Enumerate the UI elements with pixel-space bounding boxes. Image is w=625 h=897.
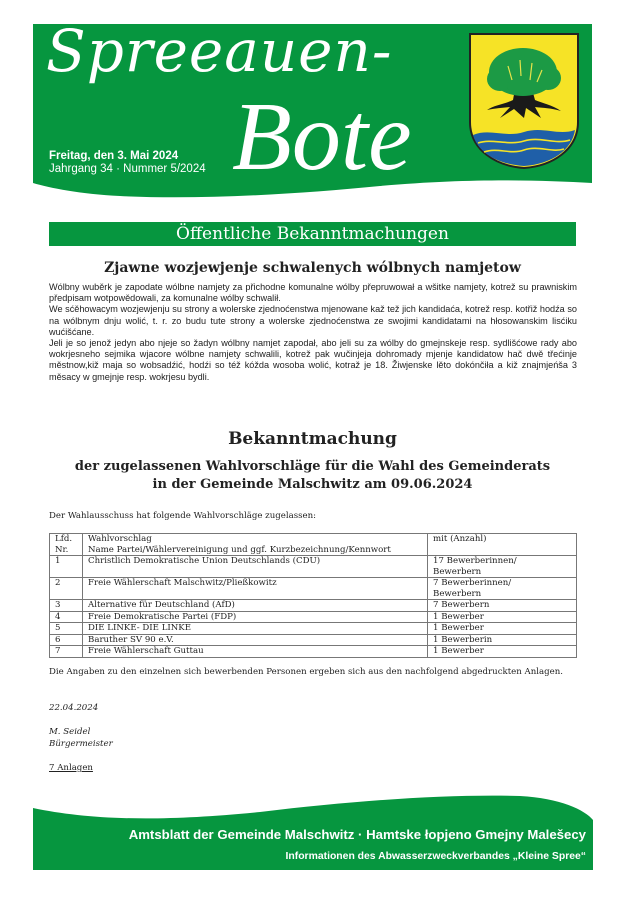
table-row: [50, 556, 577, 578]
cell-count: [428, 556, 577, 578]
table-row: [50, 578, 577, 600]
cell-name: Freie Wählerschaft Guttau: [83, 646, 428, 658]
announcement-subtitle-line2: in der Gemeinde Malschwitz am 09.06.2024: [152, 477, 473, 492]
cell-nr: 2: [50, 578, 83, 600]
cell-count: 1 Bewerberin: [428, 634, 577, 646]
cell-nr: 7: [50, 646, 83, 658]
header-cell-nr: [50, 534, 83, 556]
footer-line2: Informationen des Abwasserzweckverbandes „Kleine Spree“: [285, 851, 586, 862]
cell-count: 1 Bewerber: [428, 623, 577, 635]
header-cell-count: [428, 534, 577, 556]
coat-of-arms-icon: [470, 34, 578, 168]
cell-name: Freie Demokratische Partei (FDP): [83, 611, 428, 623]
cell-nr: 5: [50, 623, 83, 635]
sorbian-notice-body: [49, 282, 577, 383]
header-text: Lfd.: [55, 534, 73, 544]
table-row: [50, 600, 577, 612]
cell-count: 1 Bewerber: [428, 646, 577, 658]
cell-name: Alternative für Deutschland (AfD): [83, 600, 428, 612]
announcement-note: Die Angaben zu den einzelnen sich bewerbenden Personen ergeben sich aus den nachfolgend abgedruckten Anlagen.: [49, 667, 563, 677]
issue-date: Freitag, den 3. Mai 2024: [49, 150, 179, 162]
announcement-subtitle: [49, 458, 576, 494]
table-row: [50, 646, 577, 658]
count-text: 7 Bewerberinnen/: [433, 578, 512, 588]
table-row: [50, 611, 577, 623]
section-title-bar: Öffentliche Bekanntmachungen: [49, 222, 576, 246]
cell-nr: 6: [50, 634, 83, 646]
header-text: Nr.: [55, 544, 69, 555]
signer-name: M. Seidel: [49, 727, 91, 737]
sorbian-notice-title: Zjawne wozjewjenje schwalenych wólbnych namjetow: [104, 260, 521, 276]
table-row: [50, 623, 577, 635]
announcement-date: 22.04.2024: [49, 703, 99, 713]
header-cell-name: [83, 534, 428, 556]
header-text: Wahlvorschlag: [88, 534, 152, 544]
cell-count: 1 Bewerber: [428, 611, 577, 623]
count-text: Bewerbern: [433, 588, 482, 599]
announcement-title: Bekanntmachung: [228, 429, 397, 449]
sorbian-paragraph: We sćěhowacym wozjewjenju su strony a wolerske zjednoćenstwa mjenowane kaž tež jich kandidaća, kotrež resp. kotřiž hodźa so na wólbnym dnju wolić, t. r. zo budu tute strony a wolerske zjednoćenstwa ze swojimi kandidatami na hłosowanskim lisćiku wućišćane.: [49, 304, 577, 337]
header-text: mit (Anzahl): [433, 534, 487, 544]
sorbian-paragraph: Jeli je so jenož jedyn abo njeje so žadyn wólbny namjet zapodał, abo jeli su za wólby do gmejnskeje resp. sydlišćowe rady abo wokrjesneho sejmika wjacore wólbne namjety schwalili, kotrež pak wučinjeja dohromady mjenje kandidatow hač dwě třećinje městnow,kiž maja so wobsadźić, hodźi so též kóžda wosoba wolić, kotraž je 18. Žiwjenske lěto dokónčiła a kiž znajmjeńša 3 měsacy w gmejnje resp. wokrjesu bydli.: [49, 338, 577, 382]
cell-nr: 1: [50, 556, 83, 578]
cell-nr: 3: [50, 600, 83, 612]
masthead-title-line2: Bote: [232, 83, 412, 191]
table-header-row: [50, 534, 577, 556]
sorbian-paragraph: Wólbny wuběrk je zapodate wólbne namjety za přichodne komunalne wólby přepruwował a wšitke namjety, kotrež su prawniskim předpisam wotpowědowali, za komunalne wólby schwalił.: [49, 282, 577, 304]
cell-name: Baruther SV 90 e.V.: [83, 634, 428, 646]
table-row: [50, 634, 577, 646]
signer-role: Bürgermeister: [49, 739, 113, 749]
cell-name: DIE LINKE- DIE LINKE: [83, 623, 428, 635]
count-text: Bewerbern: [433, 566, 482, 577]
cell-nr: 4: [50, 611, 83, 623]
masthead-title-line1: Spreeauen-: [46, 17, 393, 85]
attachments-link[interactable]: 7 Anlagen: [49, 763, 93, 773]
header-text: Name Partei/Wählervereinigung und ggf. Kurzbezeichnung/Kennwort: [88, 544, 391, 555]
announcement-intro: Der Wahlausschuss hat folgende Wahlvorschläge zugelassen:: [49, 511, 317, 521]
issue-info: Jahrgang 34 · Nummer 5/2024: [49, 163, 206, 175]
announcement-subtitle-line1: der zugelassenen Wahlvorschläge für die Wahl des Gemeinderats: [74, 459, 551, 474]
footer-line1: Amtsblatt der Gemeinde Malschwitz · Hamtske łopjeno Gmejny Malešecy: [128, 827, 586, 842]
cell-count: [428, 578, 577, 600]
nominations-table: [49, 533, 577, 658]
cell-name: Freie Wählerschaft Malschwitz/Pließkowitz: [83, 578, 428, 600]
cell-name: Christlich Demokratische Union Deutschlands (CDU): [83, 556, 428, 578]
count-text: 17 Bewerberinnen/: [433, 556, 517, 566]
cell-count: 7 Bewerbern: [428, 600, 577, 612]
